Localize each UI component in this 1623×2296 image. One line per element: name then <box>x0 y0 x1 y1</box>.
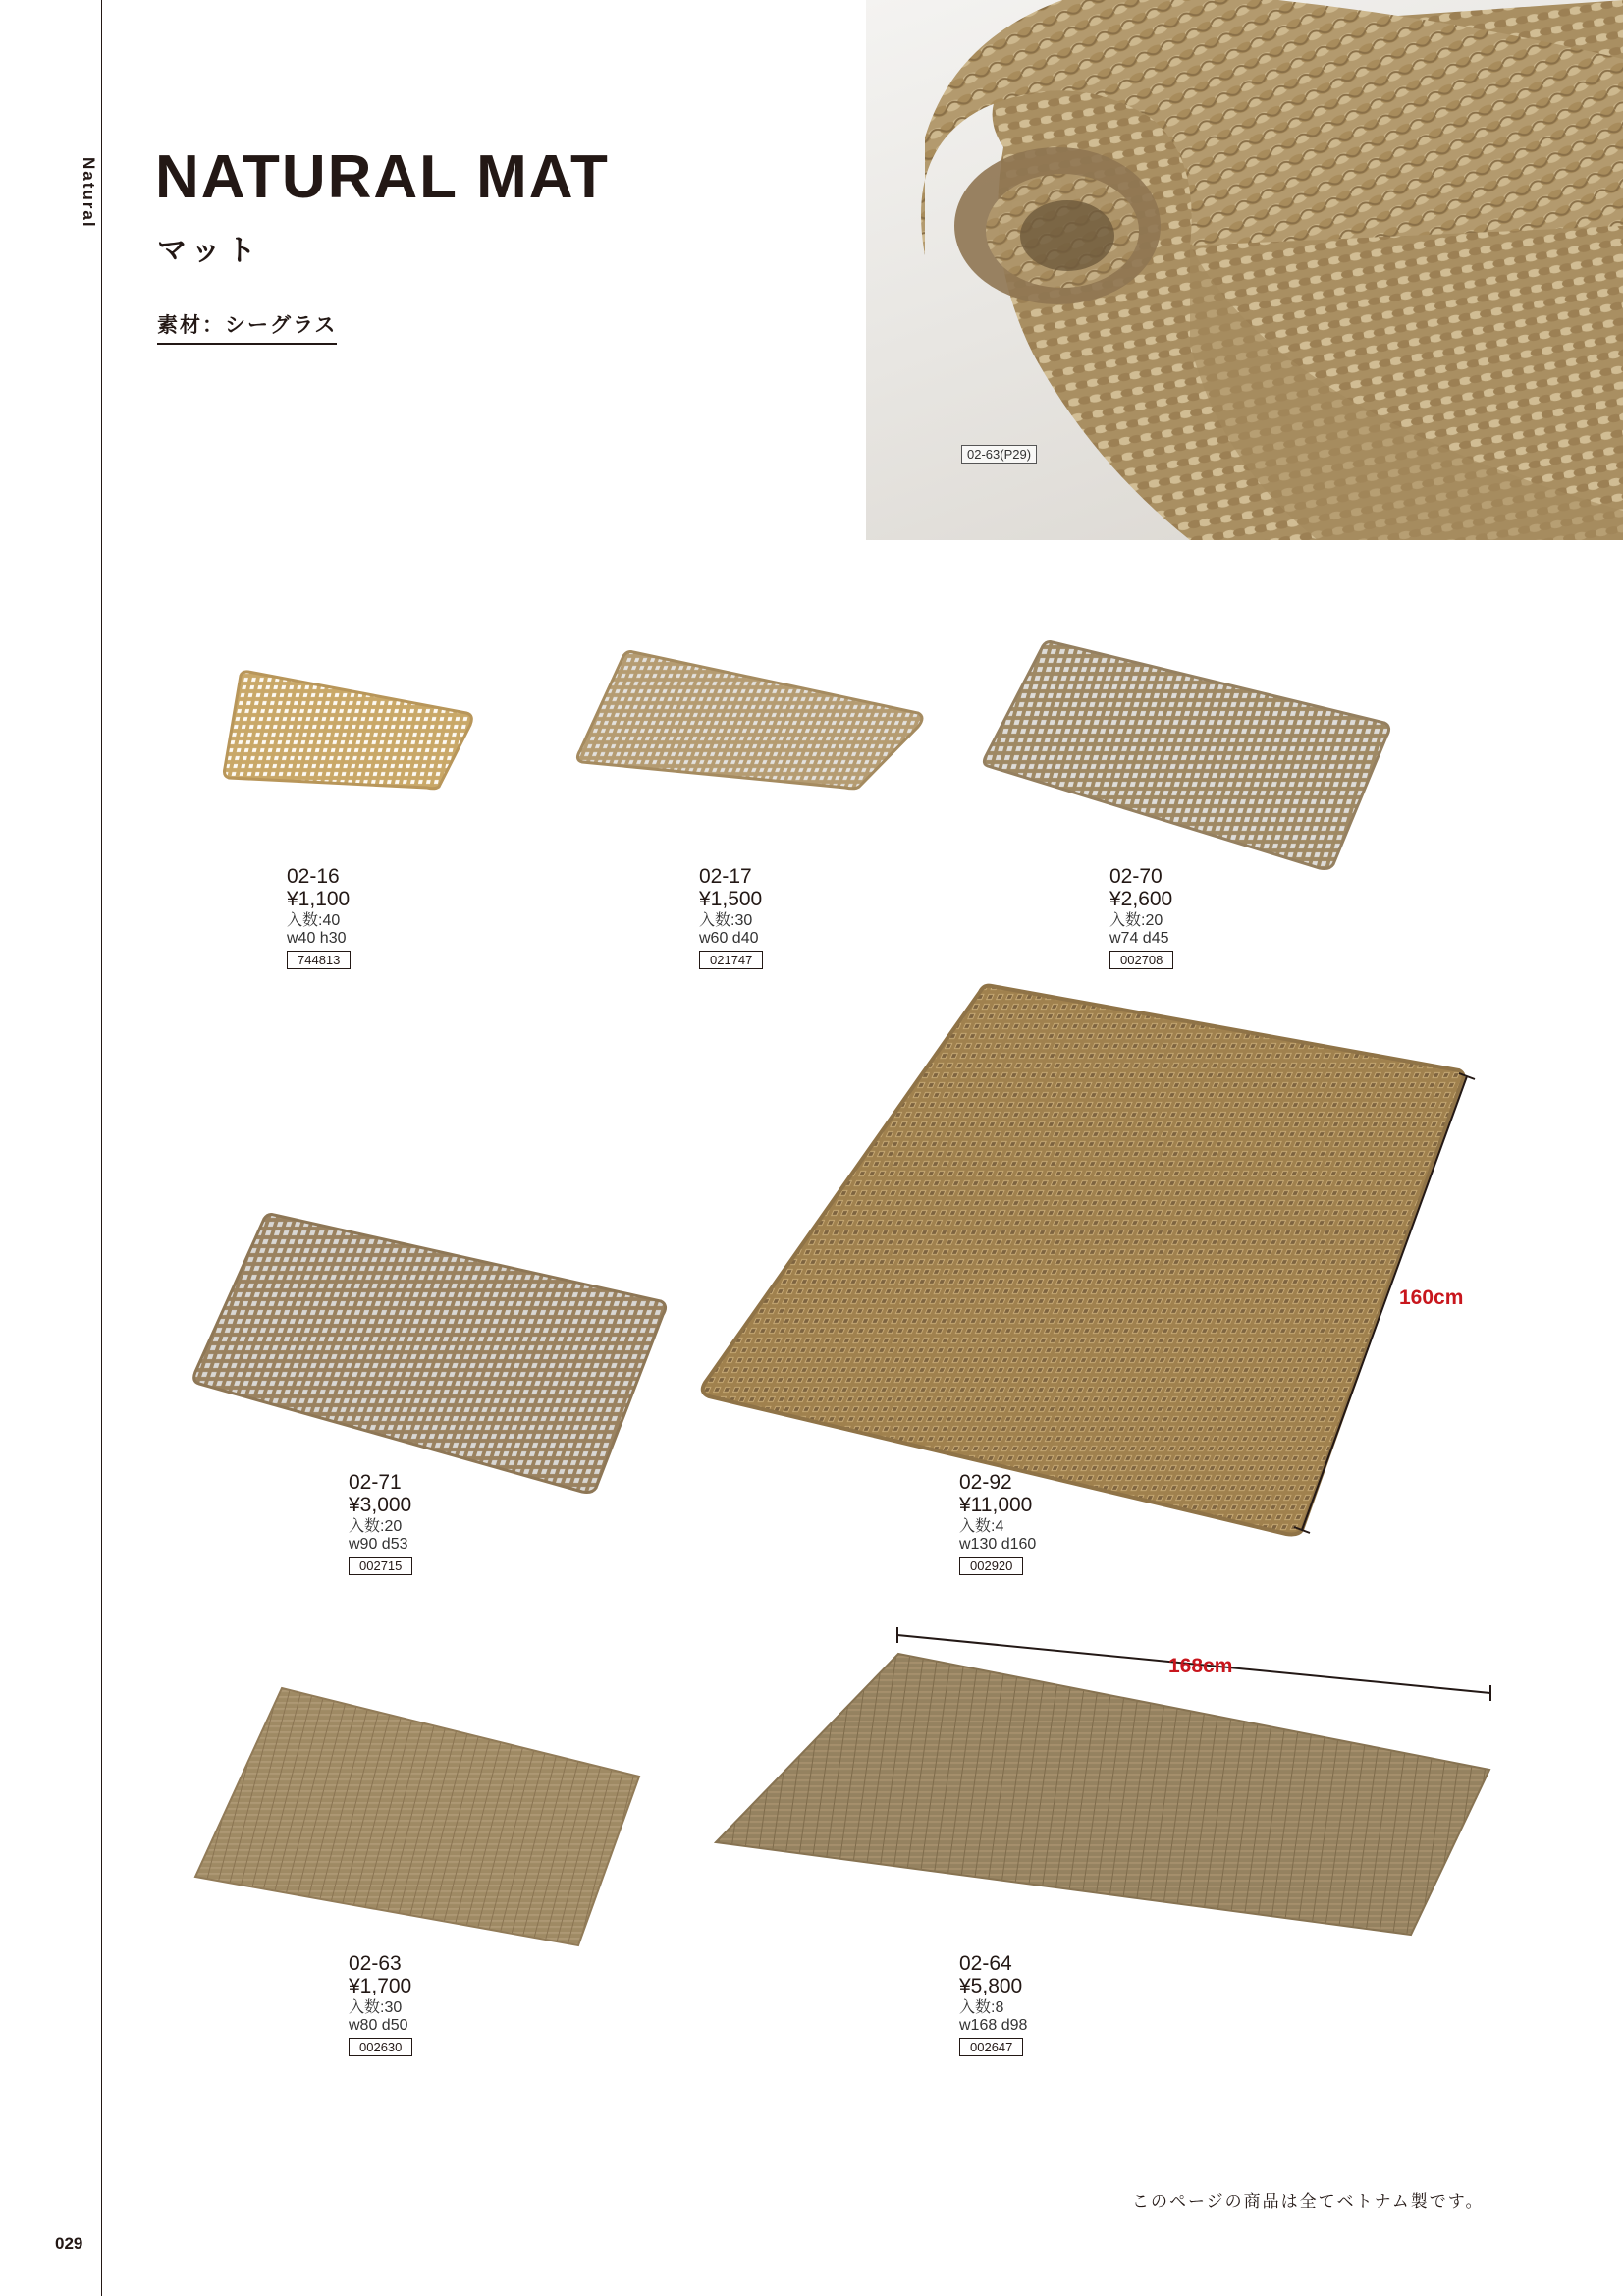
product-price: ¥2,600 <box>1109 888 1173 910</box>
origin-footnote: このページの商品は全てベトナム製です。 <box>1132 2192 1485 2211</box>
mat-02-16-image <box>221 668 476 791</box>
product-jan-code: 021747 <box>699 951 763 969</box>
product-info-02-92 <box>959 1472 1036 1575</box>
dimension-label-height: 160cm <box>1399 1286 1464 1309</box>
product-quantity: 入数:40 <box>287 912 341 929</box>
product-info-02-71 <box>349 1472 412 1575</box>
product-info-02-17 <box>699 866 763 969</box>
mat-02-70-image <box>982 638 1394 874</box>
product-code: 02-63 <box>349 1952 402 1975</box>
product-size: w60 d40 <box>699 930 759 947</box>
hero-photo <box>866 0 1623 540</box>
product-quantity: 入数:30 <box>349 1999 403 2016</box>
margin-rule <box>101 0 102 2296</box>
mat-02-17-image <box>574 648 928 791</box>
product-price: ¥1,500 <box>699 888 763 910</box>
product-quantity: 入数:20 <box>1109 912 1163 929</box>
dimension-label-width: 168cm <box>1168 1655 1233 1677</box>
product-jan-code: 002708 <box>1109 951 1173 969</box>
product-size: w74 d45 <box>1109 930 1169 947</box>
page-number: 029 <box>55 2234 83 2253</box>
product-code: 02-70 <box>1109 865 1163 888</box>
product-size: w168 d98 <box>959 2017 1028 2034</box>
product-code: 02-92 <box>959 1471 1012 1494</box>
product-price: ¥1,700 <box>349 1975 412 1997</box>
product-info-02-63 <box>349 1953 412 2056</box>
product-code: 02-71 <box>349 1471 402 1494</box>
material-label: 素材：シーグラス <box>157 309 337 345</box>
product-jan-code: 002715 <box>349 1557 412 1575</box>
product-jan-code: 002630 <box>349 2038 412 2056</box>
product-jan-code: 002647 <box>959 2038 1023 2056</box>
product-code: 02-64 <box>959 1952 1012 1975</box>
hero-tag: 02-63(P29) <box>961 445 1037 464</box>
product-price: ¥3,000 <box>349 1494 412 1516</box>
product-quantity: 入数:4 <box>959 1518 1004 1535</box>
mat-02-63-image <box>191 1684 643 1949</box>
product-info-02-16 <box>287 866 351 969</box>
section-label: Natural <box>80 157 98 229</box>
product-price: ¥11,000 <box>959 1494 1033 1516</box>
product-size: w40 h30 <box>287 930 347 947</box>
product-price: ¥5,800 <box>959 1975 1023 1997</box>
product-info-02-64 <box>959 1953 1027 2056</box>
page-subtitle: マット <box>157 235 262 267</box>
product-quantity: 入数:8 <box>959 1999 1004 2016</box>
product-quantity: 入数:30 <box>699 912 753 929</box>
product-quantity: 入数:20 <box>349 1518 403 1535</box>
product-size: w80 d50 <box>349 2017 408 2034</box>
product-price: ¥1,100 <box>287 888 351 910</box>
product-size: w90 d53 <box>349 1536 408 1553</box>
mat-02-71-image <box>191 1211 673 1496</box>
product-code: 02-17 <box>699 865 752 888</box>
product-size: w130 d160 <box>959 1536 1037 1553</box>
product-code: 02-16 <box>287 865 340 888</box>
page-title: NATURAL MAT <box>155 143 610 211</box>
product-info-02-70 <box>1109 866 1173 969</box>
product-jan-code: 002920 <box>959 1557 1023 1575</box>
product-jan-code: 744813 <box>287 951 351 969</box>
